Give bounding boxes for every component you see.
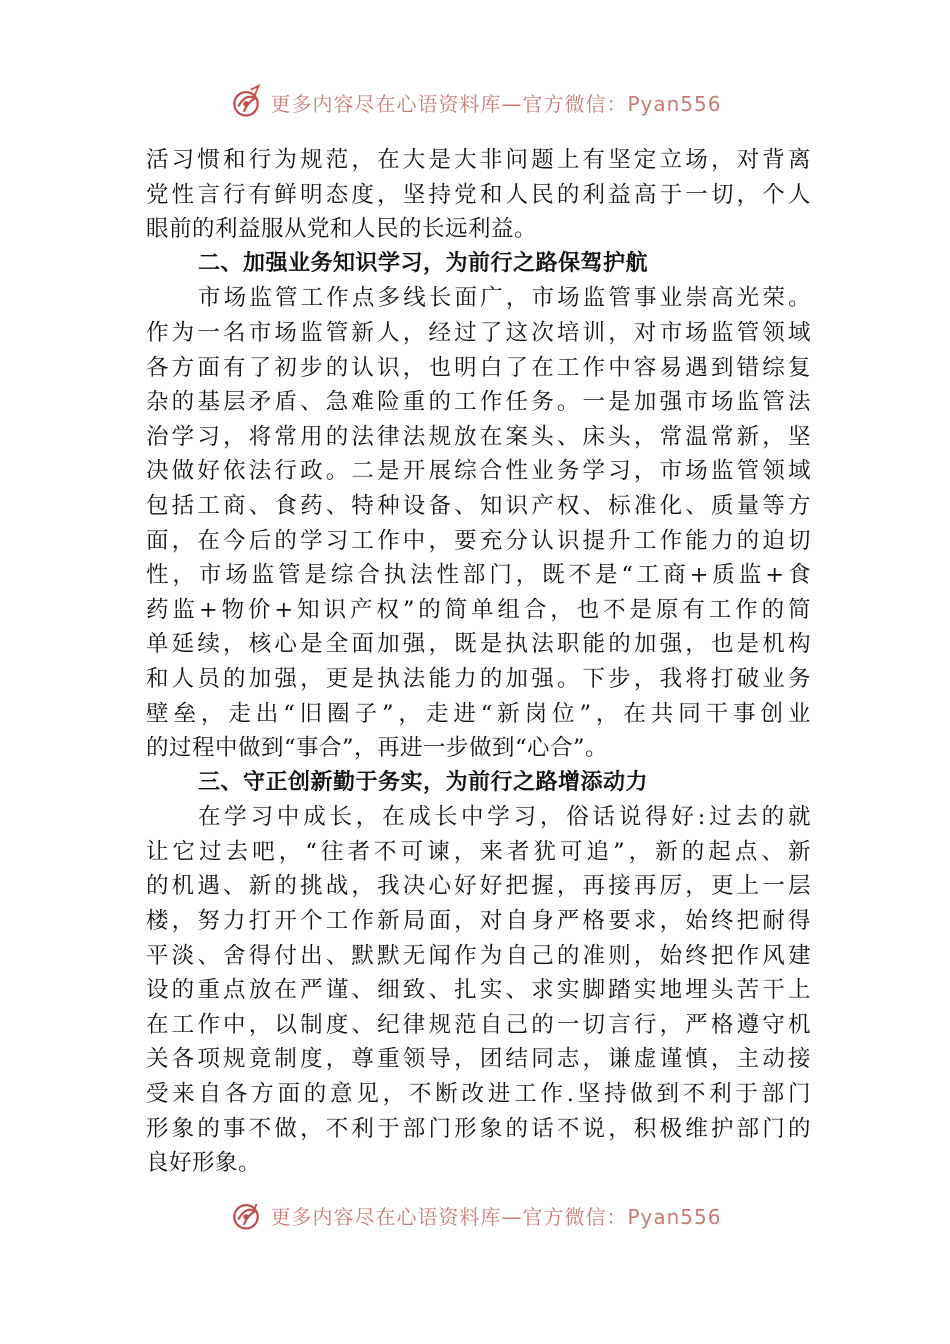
watermark-text: 更多内容尽在心语资料库—官方微信：Pyan556 — [270, 1204, 722, 1229]
paragraph-last-line: 的过程中做到“事合”，再进一步做到“心合”。 — [146, 735, 609, 762]
text-line: 形象的事不做，不利于部门形象的话不说，积极维护部门的 — [146, 1115, 811, 1142]
brand-logo-icon — [228, 84, 264, 120]
footer-watermark — [0, 1204, 950, 1238]
text-line: 活习惯和行为规范，在大是大非问题上有坚定立场，对背离 — [146, 147, 811, 173]
document-body — [146, 143, 811, 1181]
text-line: 单延续，核心是全面加强，既是执法职能的加强，也是机构 — [146, 631, 811, 658]
paragraph-last-line: 良好形象。 — [146, 1150, 262, 1177]
text-line: 党性言行有鲜明态度，坚持党和人民的利益高于一切，个人 — [146, 181, 811, 208]
section-heading: 三、守正创新勤于务实，为前行之路增添动力 — [198, 769, 649, 795]
paragraph-last-line: 眼前的利益服从党和人民的长远利益。 — [146, 216, 538, 243]
paragraph-first-line: 在学习中成长，在成长中学习，俗话说得好:过去的就 — [198, 804, 811, 831]
text-line: 各方面有了初步的认识，也明白了在工作中容易遇到错综复 — [146, 354, 811, 381]
text-line: 在工作中，以制度、纪律规范自己的一切言行，严格遵守机 — [146, 1011, 811, 1038]
brand-logo-icon — [228, 1204, 264, 1233]
section-heading: 二、加强业务知识学习，为前行之路保驾护航 — [198, 250, 649, 276]
paragraph-first-line: 市场监管工作点多线长面广，市场监管事业崇高光荣。 — [198, 285, 811, 312]
text-line: 受来自各方面的意见，不断改进工作.坚持做到不利于部门 — [146, 1081, 811, 1108]
text-line: 性，市场监管是综合执法性部门，既不是“工商+质监+食 — [146, 562, 811, 589]
text-line: 楼，努力打开个工作新局面，对自身严格要求，始终把耐得 — [146, 908, 811, 935]
text-line: 让它过去吧，“往者不可谏，来者犹可追”，新的起点、新 — [146, 838, 811, 865]
text-line: 和人员的加强，更是执法能力的加强。下步，我将打破业务 — [146, 665, 811, 692]
text-line: 决做好依法行政。二是开展综合性业务学习，市场监管领域 — [146, 458, 811, 485]
text-line: 治学习，将常用的法律法规放在案头、床头，常温常新，坚 — [146, 423, 811, 450]
text-line: 平淡、舍得付出、默默无闻作为自己的准则，始终把作风建 — [146, 942, 811, 969]
text-line: 设的重点放在严谨、细致、扎实、求实脚踏实地埋头苦干上 — [146, 977, 811, 1004]
text-line: 药监+物价+知识产权”的简单组合，也不是原有工作的简 — [146, 596, 811, 623]
text-line: 作为一名市场监管新人，经过了这次培训，对市场监管领域 — [146, 319, 811, 346]
text-line: 面，在今后的学习工作中，要充分认识提升工作能力的迫切 — [146, 527, 811, 554]
text-line: 杂的基层矛盾、急难险重的工作任务。一是加强市场监管法 — [146, 389, 811, 416]
text-line: 关各项规竟制度，尊重领导，团结同志，谦虚谨慎，主动接 — [146, 1046, 811, 1073]
text-line: 包括工商、食药、特种设备、知识产权、标准化、质量等方 — [146, 492, 811, 519]
header-watermark — [0, 82, 950, 122]
text-line: 壁垒，走出“旧圈子”，走进“新岗位”，在共同干事创业 — [146, 700, 811, 727]
watermark-text: 更多内容尽在心语资料库—官方微信：Pyan556 — [270, 91, 722, 116]
text-line: 的机遇、新的挑战，我决心好好把握，再接再厉，更上一层 — [146, 873, 811, 900]
